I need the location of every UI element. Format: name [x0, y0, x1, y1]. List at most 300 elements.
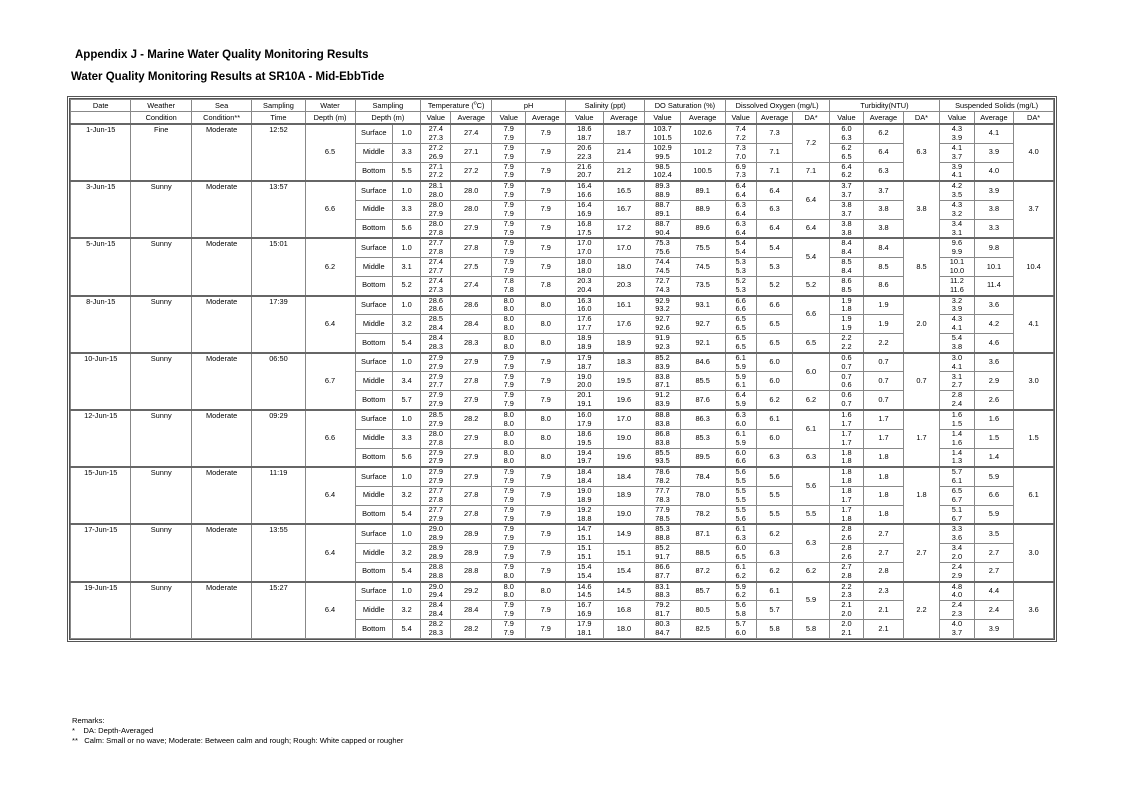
ph-average: 8.0 — [526, 448, 566, 467]
remark-da: * DA: Depth-Averaged — [72, 726, 154, 735]
header-value: Value — [566, 112, 604, 125]
level-cell: Surface — [355, 467, 393, 486]
paired-readings: 14.7 15.1 — [566, 524, 604, 543]
paired-readings: 8.0 8.0 — [492, 448, 526, 467]
do-average: 6.3 — [756, 543, 792, 562]
ss-average: 10.1 — [974, 257, 1014, 276]
table-row — [71, 181, 1054, 200]
sampling-depth-cell: 1.0 — [393, 296, 421, 315]
paired-readings: 3.7 3.7 — [829, 181, 863, 200]
paired-readings: 85.2 83.9 — [645, 353, 680, 372]
level-cell: Surface — [355, 524, 393, 543]
paired-readings: 89.3 88.9 — [645, 181, 680, 200]
paired-readings: 2.4 2.3 — [940, 601, 974, 620]
temp-average: 27.4 — [451, 276, 492, 295]
paired-readings: 5.9 6.1 — [725, 372, 756, 391]
paired-readings: 17.9 18.7 — [566, 353, 604, 372]
paired-readings: 15.1 15.1 — [566, 543, 604, 562]
do-saturation-average: 100.5 — [680, 162, 725, 181]
sampling-depth-cell: 1.0 — [393, 467, 421, 486]
ss-depth-averaged: 4.0 — [1014, 124, 1054, 181]
paired-readings: 19.2 18.8 — [566, 505, 604, 524]
paired-readings: 2.2 2.2 — [829, 334, 863, 353]
header-average: Average — [864, 112, 904, 125]
do-saturation-average: 85.5 — [680, 372, 725, 391]
water-depth-cell: 6.7 — [305, 353, 355, 410]
do-bottom-value: 6.3 — [793, 448, 829, 467]
paired-readings: 4.1 3.7 — [940, 143, 974, 162]
temp-average: 28.9 — [451, 543, 492, 562]
sampling-depth-cell: 1.0 — [393, 582, 421, 601]
level-cell: Surface — [355, 124, 393, 143]
temp-average: 27.9 — [451, 391, 492, 410]
paired-readings: 16.4 16.6 — [566, 181, 604, 200]
turbidity-depth-averaged: 2.2 — [903, 582, 939, 639]
paired-readings: 1.6 1.7 — [829, 410, 863, 429]
paired-readings: 27.1 27.2 — [421, 162, 451, 181]
time-cell: 09:29 — [252, 410, 305, 467]
do-saturation-average: 101.2 — [680, 143, 725, 162]
paired-readings: 85.5 93.5 — [645, 448, 680, 467]
level-cell: Bottom — [355, 276, 393, 295]
paired-readings: 20.6 22.3 — [566, 143, 604, 162]
paired-readings: 28.8 28.8 — [421, 562, 451, 581]
water-depth-cell: 6.6 — [305, 181, 355, 238]
paired-readings: 0.7 0.6 — [829, 372, 863, 391]
paired-readings: 74.4 74.5 — [645, 257, 680, 276]
do-average: 6.1 — [756, 410, 792, 429]
paired-readings: 88.7 89.1 — [645, 200, 680, 219]
results-table — [70, 99, 1054, 639]
paired-readings: 86.8 83.8 — [645, 429, 680, 448]
weather-cell: Sunny — [131, 353, 191, 410]
turbidity-depth-averaged: 0.7 — [903, 353, 939, 410]
paired-readings: 3.4 2.0 — [940, 543, 974, 562]
day-group — [71, 582, 1054, 639]
paired-readings: 6.9 7.3 — [725, 162, 756, 181]
turbidity-average: 3.7 — [864, 181, 904, 200]
turbidity-average: 8.4 — [864, 238, 904, 257]
ss-average: 3.9 — [974, 181, 1014, 200]
level-cell: Middle — [355, 315, 393, 334]
salinity-average: 16.1 — [603, 296, 645, 315]
paired-readings: 0.6 0.7 — [829, 391, 863, 410]
header-weather-sub: Condition — [131, 112, 191, 125]
paired-readings: 2.4 2.9 — [940, 562, 974, 581]
paired-readings: 2.0 2.1 — [829, 620, 863, 639]
ss-average: 1.6 — [974, 410, 1014, 429]
temp-average: 28.8 — [451, 562, 492, 581]
turbidity-average: 2.8 — [864, 562, 904, 581]
paired-readings: 3.9 4.1 — [940, 162, 974, 181]
temp-average: 27.2 — [451, 162, 492, 181]
paired-readings: 7.9 8.0 — [492, 562, 526, 581]
sea-cell: Moderate — [191, 410, 251, 467]
paired-readings: 2.8 2.6 — [829, 543, 863, 562]
paired-readings: 4.3 3.2 — [940, 200, 974, 219]
salinity-average: 19.6 — [603, 391, 645, 410]
time-cell: 11:19 — [252, 467, 305, 524]
date-cell: 15-Jun-15 — [71, 467, 131, 524]
paired-readings: 27.4 27.3 — [421, 124, 451, 143]
paired-readings: 6.1 6.2 — [725, 562, 756, 581]
paired-readings: 1.8 1.8 — [829, 467, 863, 486]
header-value: Value — [492, 112, 526, 125]
paired-readings: 18.0 18.0 — [566, 257, 604, 276]
paired-readings: 3.2 3.9 — [940, 296, 974, 315]
do-average: 5.8 — [756, 620, 792, 639]
paired-readings: 6.4 5.9 — [725, 391, 756, 410]
table-row — [71, 467, 1054, 486]
do-saturation-average: 88.9 — [680, 200, 725, 219]
salinity-average: 17.2 — [603, 219, 645, 238]
do-saturation-average: 88.5 — [680, 543, 725, 562]
ss-average: 2.4 — [974, 601, 1014, 620]
ss-depth-averaged: 3.6 — [1014, 582, 1054, 639]
paired-readings: 8.0 8.0 — [492, 582, 526, 601]
sampling-depth-cell: 3.1 — [393, 257, 421, 276]
salinity-average: 19.0 — [603, 429, 645, 448]
sea-cell: Moderate — [191, 353, 251, 410]
do-bottom-value: 6.5 — [793, 334, 829, 353]
paired-readings: 7.9 7.9 — [492, 257, 526, 276]
paired-readings: 7.9 7.9 — [492, 391, 526, 410]
day-group — [71, 181, 1054, 238]
do-average: 6.4 — [756, 219, 792, 238]
paired-readings: 27.9 27.7 — [421, 372, 451, 391]
paired-readings: 7.9 7.9 — [492, 200, 526, 219]
level-cell: Surface — [355, 296, 393, 315]
temp-average: 27.9 — [451, 219, 492, 238]
sea-cell: Moderate — [191, 124, 251, 181]
weather-cell: Sunny — [131, 238, 191, 295]
ph-average: 8.0 — [526, 334, 566, 353]
ss-average: 3.6 — [974, 353, 1014, 372]
sampling-depth-cell: 5.4 — [393, 334, 421, 353]
temp-average: 27.8 — [451, 372, 492, 391]
date-cell: 1-Jun-15 — [71, 124, 131, 181]
sea-cell: Moderate — [191, 296, 251, 353]
paired-readings: 7.9 7.9 — [492, 524, 526, 543]
paired-readings: 8.4 8.4 — [829, 238, 863, 257]
ss-depth-averaged: 3.0 — [1014, 353, 1054, 410]
paired-readings: 9.6 9.9 — [940, 238, 974, 257]
do-depth-averaged: 5.4 — [793, 238, 829, 276]
paired-readings: 78.6 78.2 — [645, 467, 680, 486]
sampling-depth-cell: 3.2 — [393, 315, 421, 334]
do-saturation-average: 74.5 — [680, 257, 725, 276]
do-bottom-value: 6.2 — [793, 391, 829, 410]
do-average: 6.4 — [756, 181, 792, 200]
paired-readings: 3.0 4.1 — [940, 353, 974, 372]
paired-readings: 6.1 5.9 — [725, 353, 756, 372]
do-average: 6.3 — [756, 200, 792, 219]
paired-readings: 4.3 3.9 — [940, 124, 974, 143]
paired-readings: 103.7 101.5 — [645, 124, 680, 143]
turbidity-average: 1.8 — [864, 486, 904, 505]
paired-readings: 1.9 1.9 — [829, 315, 863, 334]
ss-average: 11.4 — [974, 276, 1014, 295]
ph-average: 7.9 — [526, 391, 566, 410]
paired-readings: 72.7 74.3 — [645, 276, 680, 295]
ph-average: 7.9 — [526, 257, 566, 276]
paired-readings: 2.1 2.0 — [829, 601, 863, 620]
paired-readings: 19.0 18.9 — [566, 486, 604, 505]
paired-readings: 1.4 1.6 — [940, 429, 974, 448]
paired-readings: 20.1 19.1 — [566, 391, 604, 410]
header-salinity: Salinity (ppt) — [566, 100, 645, 112]
turbidity-average: 3.8 — [864, 200, 904, 219]
paired-readings: 10.1 10.0 — [940, 257, 974, 276]
date-cell: 8-Jun-15 — [71, 296, 131, 353]
ss-average: 3.9 — [974, 620, 1014, 639]
paired-readings: 7.9 7.9 — [492, 543, 526, 562]
paired-readings: 83.1 88.3 — [645, 582, 680, 601]
salinity-average: 18.0 — [603, 620, 645, 639]
paired-readings: 7.9 7.9 — [492, 162, 526, 181]
paired-readings: 7.4 7.2 — [725, 124, 756, 143]
paired-readings: 1.8 1.8 — [829, 448, 863, 467]
paired-readings: 2.2 2.3 — [829, 582, 863, 601]
paired-readings: 4.2 3.5 — [940, 181, 974, 200]
do-average: 6.5 — [756, 315, 792, 334]
table-row — [71, 582, 1054, 601]
salinity-average: 16.8 — [603, 601, 645, 620]
sampling-depth-cell: 5.4 — [393, 620, 421, 639]
temp-average: 28.3 — [451, 334, 492, 353]
header-sampling-depth: Sampling — [355, 100, 421, 112]
level-cell: Middle — [355, 200, 393, 219]
ph-average: 7.9 — [526, 124, 566, 143]
temp-average: 27.8 — [451, 505, 492, 524]
paired-readings: 17.9 18.1 — [566, 620, 604, 639]
paired-readings: 27.7 27.8 — [421, 486, 451, 505]
ph-average: 8.0 — [526, 296, 566, 315]
do-average: 7.1 — [756, 162, 792, 181]
weather-cell: Fine — [131, 124, 191, 181]
time-cell: 13:57 — [252, 181, 305, 238]
ph-average: 7.9 — [526, 467, 566, 486]
date-cell: 10-Jun-15 — [71, 353, 131, 410]
do-saturation-average: 89.1 — [680, 181, 725, 200]
level-cell: Surface — [355, 238, 393, 257]
paired-readings: 5.6 5.8 — [725, 601, 756, 620]
paired-readings: 6.5 6.5 — [725, 334, 756, 353]
turbidity-average: 2.7 — [864, 524, 904, 543]
temp-average: 29.2 — [451, 582, 492, 601]
temp-average: 28.6 — [451, 296, 492, 315]
turbidity-average: 1.8 — [864, 505, 904, 524]
do-saturation-average: 78.4 — [680, 467, 725, 486]
salinity-average: 16.7 — [603, 200, 645, 219]
salinity-average: 14.5 — [603, 582, 645, 601]
paired-readings: 27.9 27.9 — [421, 391, 451, 410]
header-value: Value — [829, 112, 863, 125]
salinity-average: 21.2 — [603, 162, 645, 181]
date-cell: 17-Jun-15 — [71, 524, 131, 581]
turbidity-depth-averaged: 2.7 — [903, 524, 939, 581]
turbidity-average: 0.7 — [864, 353, 904, 372]
ss-average: 1.4 — [974, 448, 1014, 467]
paired-readings: 19.0 20.0 — [566, 372, 604, 391]
paired-readings: 11.2 11.6 — [940, 276, 974, 295]
turbidity-average: 3.8 — [864, 219, 904, 238]
paired-readings: 8.0 8.0 — [492, 315, 526, 334]
do-saturation-average: 84.6 — [680, 353, 725, 372]
sea-cell: Moderate — [191, 582, 251, 639]
time-cell: 06:50 — [252, 353, 305, 410]
paired-readings: 7.9 7.9 — [492, 505, 526, 524]
level-cell: Middle — [355, 543, 393, 562]
level-cell: Bottom — [355, 391, 393, 410]
paired-readings: 6.5 6.5 — [725, 315, 756, 334]
paired-readings: 3.8 3.8 — [829, 219, 863, 238]
paired-readings: 83.8 87.1 — [645, 372, 680, 391]
paired-readings: 6.3 6.0 — [725, 410, 756, 429]
header-average: Average — [680, 112, 725, 125]
level-cell: Surface — [355, 410, 393, 429]
paired-readings: 1.8 1.7 — [829, 486, 863, 505]
ss-average: 4.6 — [974, 334, 1014, 353]
paired-readings: 19.4 19.7 — [566, 448, 604, 467]
day-group — [71, 353, 1054, 410]
paired-readings: 8.0 8.0 — [492, 429, 526, 448]
ph-average: 8.0 — [526, 582, 566, 601]
temp-average: 27.9 — [451, 448, 492, 467]
water-depth-cell: 6.6 — [305, 410, 355, 467]
ss-depth-averaged: 3.0 — [1014, 524, 1054, 581]
sampling-depth-cell: 5.5 — [393, 162, 421, 181]
header-average: Average — [451, 112, 492, 125]
sea-cell: Moderate — [191, 181, 251, 238]
water-depth-cell: 6.4 — [305, 524, 355, 581]
do-saturation-average: 87.2 — [680, 562, 725, 581]
salinity-average: 18.7 — [603, 124, 645, 143]
header-sampling: Sampling — [252, 100, 305, 112]
paired-readings: 27.7 27.8 — [421, 238, 451, 257]
turbidity-average: 1.7 — [864, 429, 904, 448]
paired-readings: 88.7 90.4 — [645, 219, 680, 238]
header-dissolved-oxygen: Dissolved Oxygen (mg/L) — [725, 100, 829, 112]
paired-readings: 98.5 102.4 — [645, 162, 680, 181]
salinity-average: 20.3 — [603, 276, 645, 295]
do-depth-averaged: 5.6 — [793, 467, 829, 505]
day-group — [71, 124, 1054, 181]
ph-average: 8.0 — [526, 429, 566, 448]
paired-readings: 29.0 28.9 — [421, 524, 451, 543]
time-cell: 12:52 — [252, 124, 305, 181]
paired-readings: 27.9 27.9 — [421, 353, 451, 372]
turbidity-average: 6.2 — [864, 124, 904, 143]
sea-cell: Moderate — [191, 238, 251, 295]
paired-readings: 5.7 6.1 — [940, 467, 974, 486]
ss-average: 3.9 — [974, 143, 1014, 162]
turbidity-average: 2.3 — [864, 582, 904, 601]
day-group — [71, 296, 1054, 353]
paired-readings: 1.7 1.8 — [829, 505, 863, 524]
header-da: DA* — [793, 112, 829, 125]
weather-cell: Sunny — [131, 582, 191, 639]
paired-readings: 3.4 3.1 — [940, 219, 974, 238]
level-cell: Middle — [355, 486, 393, 505]
header-sampling-depth-sub: Depth (m) — [355, 112, 421, 125]
paired-readings: 28.0 27.9 — [421, 200, 451, 219]
do-saturation-average: 92.7 — [680, 315, 725, 334]
paired-readings: 17.0 17.0 — [566, 238, 604, 257]
header-average: Average — [756, 112, 792, 125]
ph-average: 7.9 — [526, 200, 566, 219]
paired-readings: 18.4 18.4 — [566, 467, 604, 486]
turbidity-depth-averaged: 3.8 — [903, 181, 939, 238]
turbidity-depth-averaged: 8.5 — [903, 238, 939, 295]
do-saturation-average: 102.6 — [680, 124, 725, 143]
paired-readings: 5.7 6.0 — [725, 620, 756, 639]
paired-readings: 7.9 7.9 — [492, 372, 526, 391]
paired-readings: 6.4 6.2 — [829, 162, 863, 181]
sampling-depth-cell: 5.4 — [393, 505, 421, 524]
temp-average: 28.9 — [451, 524, 492, 543]
do-average: 6.6 — [756, 296, 792, 315]
paired-readings: 7.9 7.9 — [492, 620, 526, 639]
turbidity-average: 6.4 — [864, 143, 904, 162]
header-water: Water — [305, 100, 355, 112]
do-bottom-value: 6.4 — [793, 219, 829, 238]
salinity-average: 15.1 — [603, 543, 645, 562]
paired-readings: 80.3 84.7 — [645, 620, 680, 639]
paired-readings: 7.8 7.8 — [492, 276, 526, 295]
do-saturation-average: 78.0 — [680, 486, 725, 505]
paired-readings: 7.9 7.9 — [492, 219, 526, 238]
salinity-average: 18.9 — [603, 334, 645, 353]
turbidity-depth-averaged: 6.3 — [903, 124, 939, 181]
level-cell: Bottom — [355, 562, 393, 581]
turbidity-average: 0.7 — [864, 372, 904, 391]
temp-average: 27.5 — [451, 257, 492, 276]
salinity-average: 14.9 — [603, 524, 645, 543]
do-average: 6.2 — [756, 562, 792, 581]
do-average: 5.3 — [756, 257, 792, 276]
paired-readings: 16.0 17.9 — [566, 410, 604, 429]
do-saturation-average: 80.5 — [680, 601, 725, 620]
salinity-average: 19.0 — [603, 505, 645, 524]
header-do-saturation: DO Saturation (%) — [645, 100, 725, 112]
salinity-average: 18.3 — [603, 353, 645, 372]
remark-calm: ** Calm: Small or no wave; Moderate: Between calm and rough; Rough: White capped or rougher — [72, 736, 404, 745]
do-bottom-value: 6.2 — [793, 562, 829, 581]
paired-readings: 7.9 7.9 — [492, 486, 526, 505]
do-saturation-average: 92.1 — [680, 334, 725, 353]
paired-readings: 86.6 87.7 — [645, 562, 680, 581]
sampling-depth-cell: 3.2 — [393, 486, 421, 505]
temp-average: 27.8 — [451, 238, 492, 257]
paired-readings: 0.6 0.7 — [829, 353, 863, 372]
ss-average: 4.4 — [974, 582, 1014, 601]
ph-average: 7.9 — [526, 505, 566, 524]
turbidity-average: 2.1 — [864, 601, 904, 620]
sea-cell: Moderate — [191, 524, 251, 581]
do-saturation-average: 73.5 — [680, 276, 725, 295]
table-title: Water Quality Monitoring Results at SR10A - Mid-EbbTide — [71, 71, 385, 83]
ss-average: 3.6 — [974, 296, 1014, 315]
sampling-depth-cell: 5.6 — [393, 448, 421, 467]
temp-average: 28.4 — [451, 315, 492, 334]
temp-average: 28.2 — [451, 410, 492, 429]
header-value: Value — [645, 112, 680, 125]
do-average: 6.1 — [756, 582, 792, 601]
temp-average: 27.8 — [451, 486, 492, 505]
do-average: 6.2 — [756, 524, 792, 543]
ss-depth-averaged: 3.7 — [1014, 181, 1054, 238]
